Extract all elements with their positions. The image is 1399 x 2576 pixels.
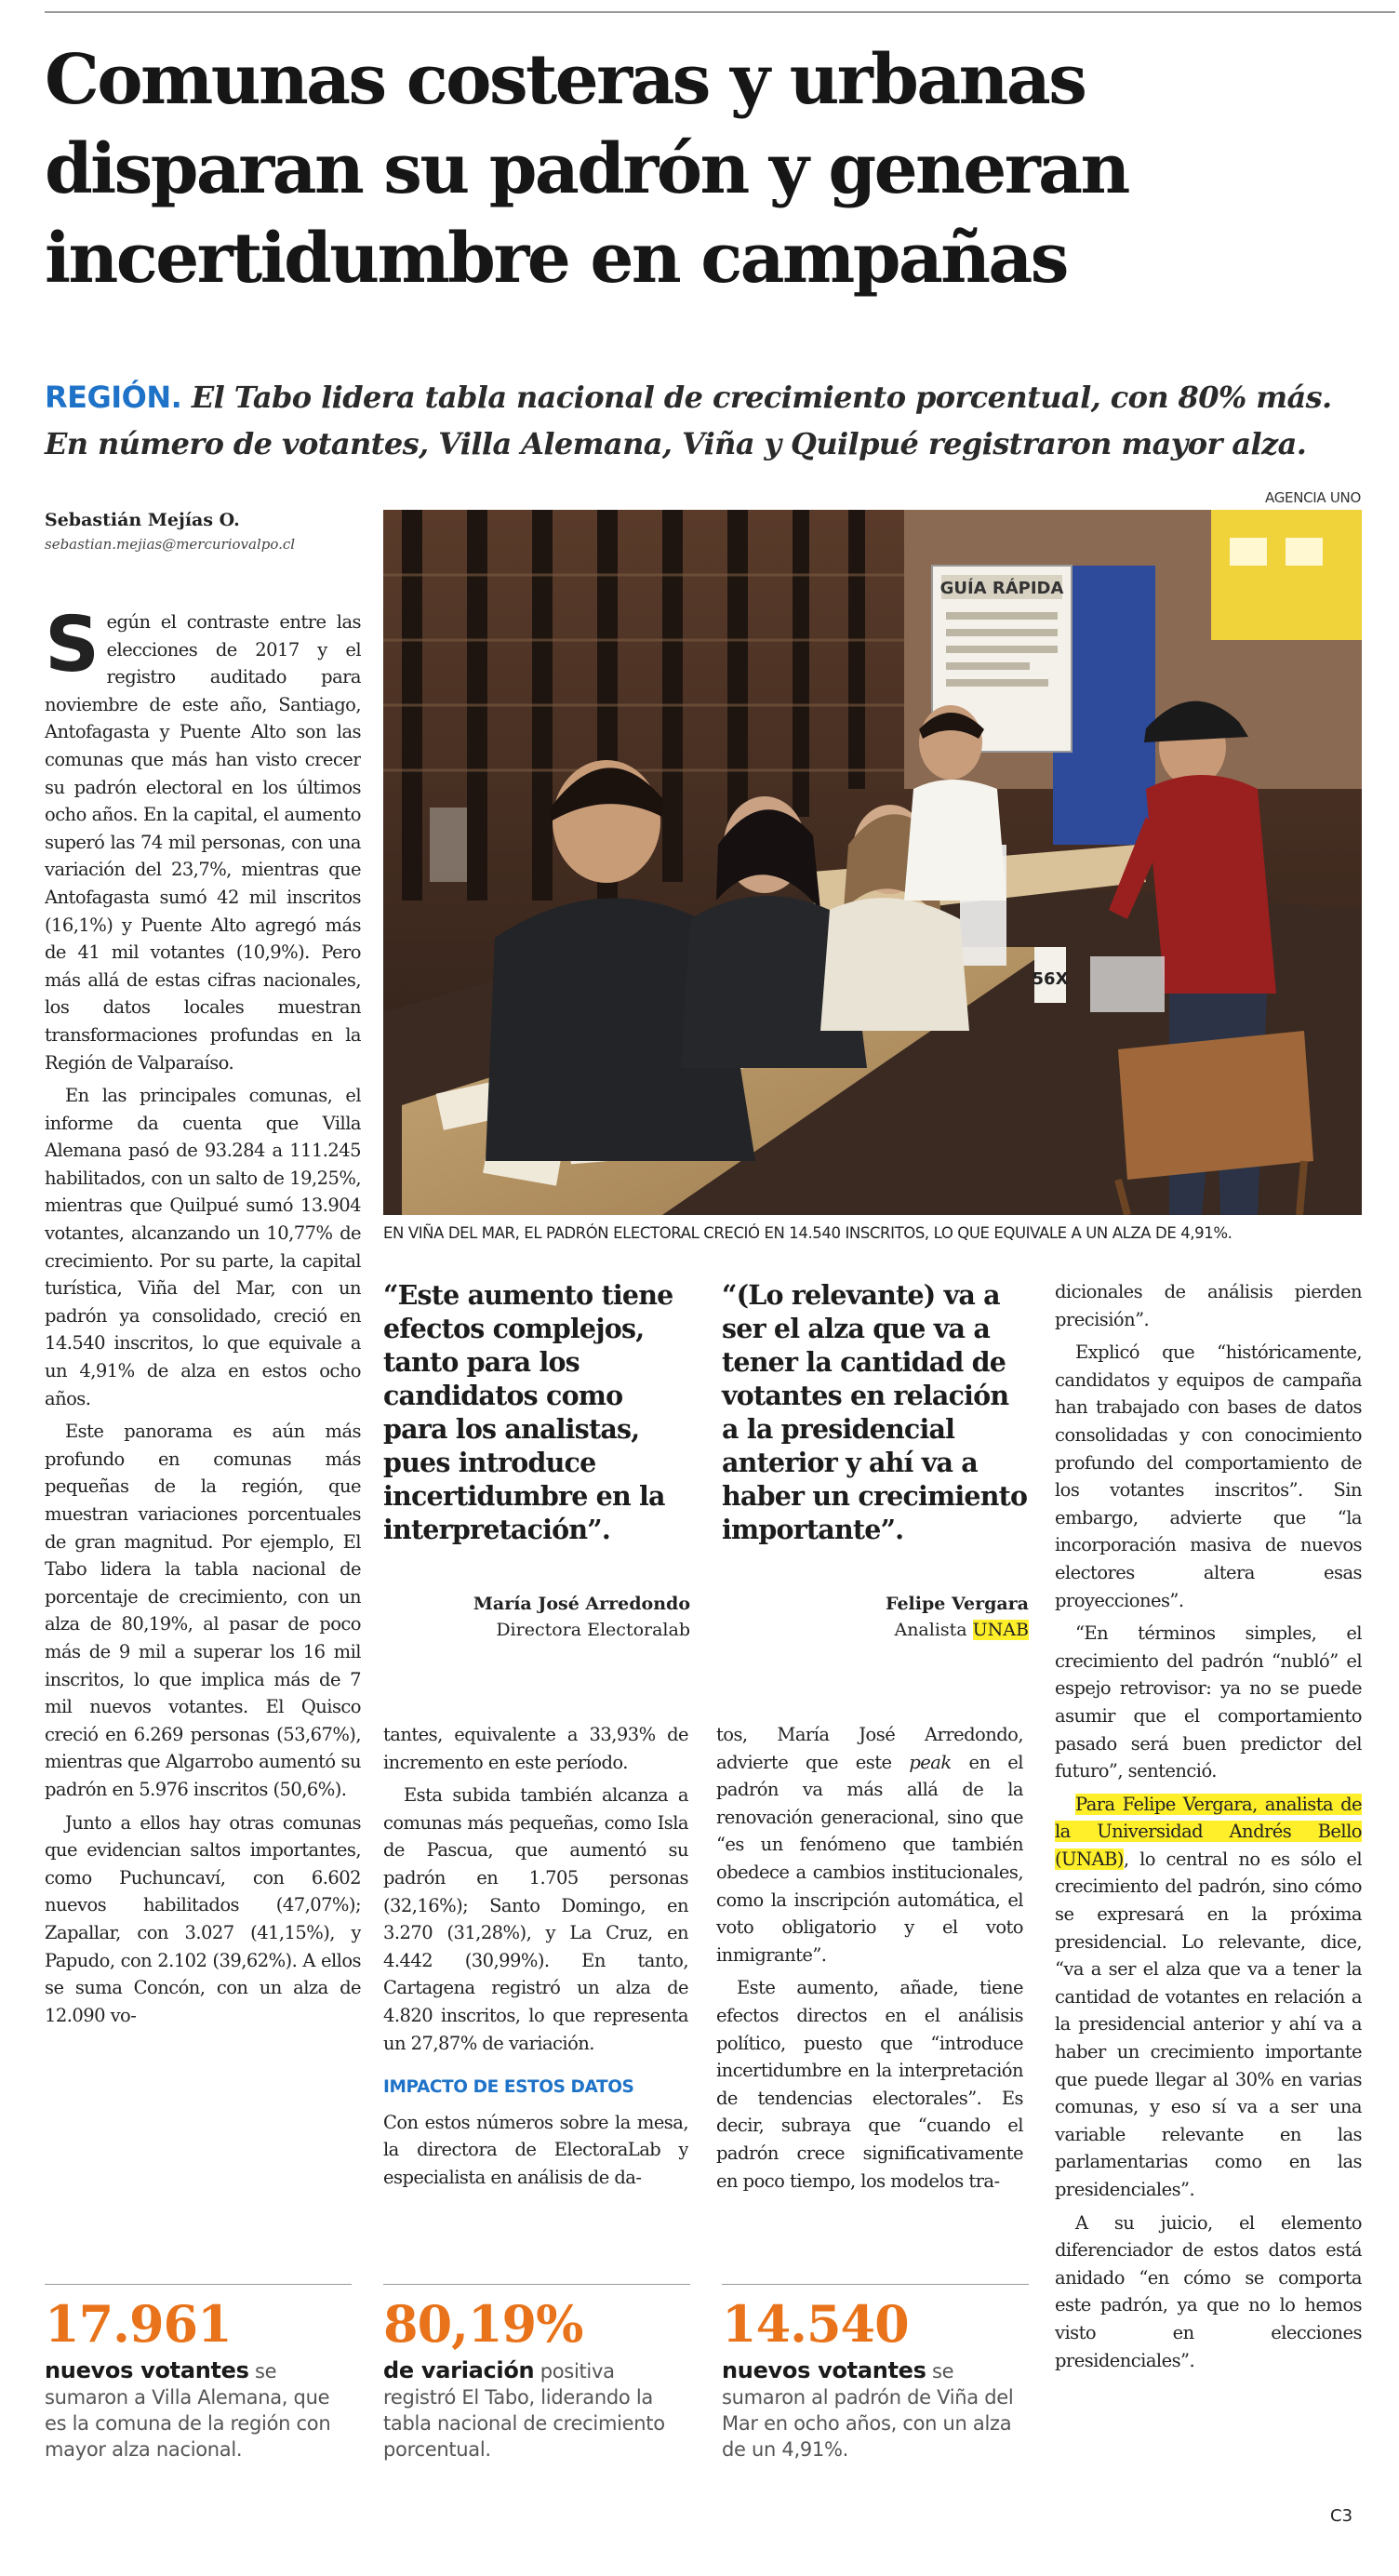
stat-rule-1 bbox=[45, 2284, 352, 2285]
stat-1-number: 17.961 bbox=[45, 2294, 232, 2354]
author-email: sebastian.mejias@mercuriovalpo.cl bbox=[45, 536, 296, 553]
byline bbox=[45, 510, 361, 553]
top-rule bbox=[45, 11, 1395, 13]
stat-1-desc: se sumaron a Villa Alemana, que es la comuna de la región con mayor alza nacional. bbox=[45, 2360, 331, 2461]
stat-box-2 bbox=[383, 2294, 690, 2463]
author-name: Sebastián Mejías O. bbox=[45, 510, 240, 530]
paragraph-11: Explicó que “históricamente, candidatos y equipos de campaña han trabajado con bases de datos consolidadas y con conocimiento profundo del comportamiento de los votantes inscritos”. Sin embargo, advierte que “la incorporación masiva de nuevos electores altera esas proyecciones”. bbox=[1055, 1341, 1362, 1611]
paragraph-1-text: egún el contraste entre las elecciones de 2017 y el registro auditado para noviembre de este año, Santiago, Antofagasta y Puente Alto son las comunas que más han visto crecer su padrón electoral en los últimos ocho años. En la capital, el aumento superó las 74 mil personas, con una variación del 23,7%, mientras que Antofagasta sumó 42 mil inscritos (16,1%) y Puente Alto agregó más de 41 mil votantes (10,9%). Pero más allá de estas cifras nacionales, los datos locales muestran transformaciones profundas en la Región de Valparaíso. bbox=[45, 611, 361, 1074]
headline bbox=[45, 35, 1375, 303]
paragraph-8-em: peak bbox=[909, 1751, 952, 1773]
article-column-1 bbox=[45, 608, 361, 2264]
paragraph-3: Este panorama es aún más profundo en comunas más pequeñas de la región, que muestran variaciones porcentuales de gran magnitud. Por ejemplo, El Tabo lidera la tabla nacional de porcentaje de crecimiento, con un alza de 80,19%, al pasar de poco más de 9 mil a superar los 16 mil inscritos, lo que implica más de 7 mil nuevos votantes. El Quisco creció en 6.269 personas (53,67%), mientras que Algarrobo aumentó su padrón en 5.976 inscritos (50,6%). bbox=[45, 1421, 361, 1800]
stat-1-text bbox=[45, 2357, 352, 2463]
article-column-2 bbox=[383, 1721, 688, 2265]
pull-quote-1: “Este aumento tiene efectos complejos, tanto para los candidatos como para los analistas, pues introduce incertidumbre en la interpretación”. bbox=[383, 1279, 673, 1545]
quote-1-name: María José Arredondo bbox=[473, 1594, 690, 1614]
paragraph-2: En las principales comunas, el informe da cuenta que Villa Alemana pasó de 93.284 a 111.245 habilitados, con un salto de 19,25%, mientras que Quilpué sumó 13.904 votantes, alcanzando un 10,77% de crecimiento. Por su parte, la capital turística, Viña del Mar, con un padrón ya consolidado, creció en 14.540 inscritos, lo que equivale a un 4,91% de alza en estos ocho años. bbox=[45, 1085, 361, 1409]
stat-box-3 bbox=[722, 2294, 1029, 2463]
drop-cap: S bbox=[45, 608, 100, 689]
stat-3-label: nuevos votantes bbox=[722, 2357, 926, 2383]
stat-2-number: 80,19% bbox=[383, 2294, 583, 2354]
photo-credit: AGENCIA UNO bbox=[1265, 489, 1361, 506]
stat-box-1 bbox=[45, 2294, 352, 2463]
stat-1-label: nuevos votantes bbox=[45, 2357, 249, 2383]
article-column-3 bbox=[716, 1721, 1023, 2265]
pull-quote-1-attribution bbox=[383, 1591, 690, 1643]
photo-sign-text: GUÍA RÁPIDA bbox=[939, 579, 1064, 598]
page-end-mark: C3 bbox=[1330, 2506, 1353, 2526]
headline-line-3: incertidumbre en campañas bbox=[45, 219, 1067, 299]
dek bbox=[45, 374, 1384, 467]
dek-text: El Tabo lidera tabla nacional de crecimiento porcentual, con 80% más. En número de votantes, Villa Alemana, Viña y Quilpué registraron mayor alza. bbox=[45, 380, 1332, 461]
photo-illustration bbox=[383, 510, 1362, 1215]
paragraph-9: Este aumento, añade, tiene efectos directos en el análisis político, puesto que “introduce incertidumbre en la interpretación de tendencias electorales”. Es decir, subraya que “cuando el padrón crece significativamente en poco tiempo, los modelos tra- bbox=[716, 1977, 1023, 2192]
paragraph-8 bbox=[716, 1721, 1023, 1969]
quote-2-role-prefix: Analista bbox=[894, 1620, 973, 1640]
paragraph-10: dicionales de análisis pierden precisión”. bbox=[1055, 1281, 1362, 1330]
dek-kicker: REGIÓN. bbox=[45, 380, 182, 415]
paragraph-8-b: en el padrón va más allá de la renovación generacional, sino que “es un fenómeno que también obedece a cambios institucionales, como la inscripción automática, el voto obligatorio y el voto inmigrante”. bbox=[716, 1751, 1023, 1966]
paragraph-13 bbox=[1055, 1791, 1362, 2204]
paragraph-5: tantes, equivalente a 33,93% de incremento en este período. bbox=[383, 1724, 688, 1773]
stat-2-label: de variación bbox=[383, 2357, 535, 2383]
photo-caption: EN VIÑA DEL MAR, EL PADRÓN ELECTORAL CRECIÓ EN 14.540 INSCRITOS, LO QUE EQUIVALE A UN ALZA DE 4,91%. bbox=[383, 1224, 1232, 1242]
headline-line-1: Comunas costeras y urbanas bbox=[45, 40, 1086, 120]
pull-quote-2-attribution bbox=[722, 1591, 1029, 1643]
stat-3-number: 14.540 bbox=[722, 2294, 909, 2354]
article-photo bbox=[383, 510, 1362, 1215]
paragraph-8-a: tos, María José Arredondo, advierte que este bbox=[716, 1724, 1023, 1773]
paragraph-13-highlight: Para Felipe Vergara, analista de la Universidad Andrés Bello (UNAB) bbox=[1055, 1793, 1362, 1870]
stat-3-text bbox=[722, 2357, 1029, 2463]
stat-3-desc: se sumaron al padrón de Viña del Mar en ocho años, con un alza de un 4,91%. bbox=[722, 2360, 1014, 2461]
stat-rule-2 bbox=[383, 2284, 690, 2285]
stat-2-desc: positiva registró El Tabo, liderando la tabla nacional de crecimiento porcentual. bbox=[383, 2360, 665, 2461]
section-subhead: IMPACTO DE ESTOS DATOS bbox=[383, 2077, 634, 2098]
article-column-4 bbox=[1055, 1278, 1362, 2576]
paragraph-13-rest: , lo central no es sólo el crecimiento del padrón, sino cómo se expresará en la próxima presidencial. Lo relevante, dice, “va a ser el alza que va a tener la cantidad de votantes en relación a la presidencial anterior y ahí va a haber un crecimiento importante que puede llegar al 30% en varias comunas, y eso sí va a ser una variable relevante en las parlamentarias como en las presidenciales”. bbox=[1055, 1848, 1362, 2200]
stat-2-text bbox=[383, 2357, 690, 2463]
stat-rule-3 bbox=[722, 2284, 1029, 2285]
photo-table-number: 56X bbox=[1032, 969, 1069, 989]
quote-2-role-highlight: UNAB bbox=[972, 1620, 1029, 1640]
paragraph-4: Junto a ellos hay otras comunas que evidencian saltos importantes, como Puchuncaví, con 6.602 nuevos habilitados (47,07%); Zapallar, con 3.027 (41,15%), y Papudo, con 2.102 (39,62%). A ellos se suma Concón, con un alza de 12.090 vo- bbox=[45, 1811, 361, 2026]
pull-quote-2: “(Lo relevante) va a ser el alza que va a tener la cantidad de votantes en relación a la presidencial anterior y ahí va a haber un crecimiento importante”. bbox=[722, 1279, 1028, 1545]
paragraph-14: A su juicio, el elemento diferenciador de estos datos está anidado “en cómo se comporta este padrón, ya que no lo hemos visto en elecciones presidenciales”. bbox=[1055, 2211, 1362, 2371]
paragraph-12: “En términos simples, el crecimiento del padrón “nubló” el espejo retrovisor: ya no se puede asumir que el comportamiento pasado será buen predictor del futuro”, sentenció. bbox=[1055, 1622, 1362, 1782]
quote-1-role: Directora Electoralab bbox=[496, 1620, 690, 1640]
paragraph-7: Con estos números sobre la mesa, la directora de ElectoraLab y especialista en análisis de da- bbox=[383, 2111, 688, 2188]
paragraph-6: Esta subida también alcanza a comunas más pequeñas, como Isla de Pascua, que aumentó su padrón en 1.705 personas (32,16%); Santo Domingo, en 3.270 (31,28%), y La Cruz, en 4.442 (30,99%). En tanto, Cartagena registró un alza de 4.820 inscritos, lo que representa un 27,87% de variación. bbox=[383, 1784, 688, 2054]
quote-2-name: Felipe Vergara bbox=[886, 1594, 1029, 1614]
paragraph-1 bbox=[45, 608, 361, 1076]
headline-line-2: disparan su padrón y generan bbox=[45, 129, 1128, 209]
quote-2-role bbox=[722, 1617, 1029, 1643]
